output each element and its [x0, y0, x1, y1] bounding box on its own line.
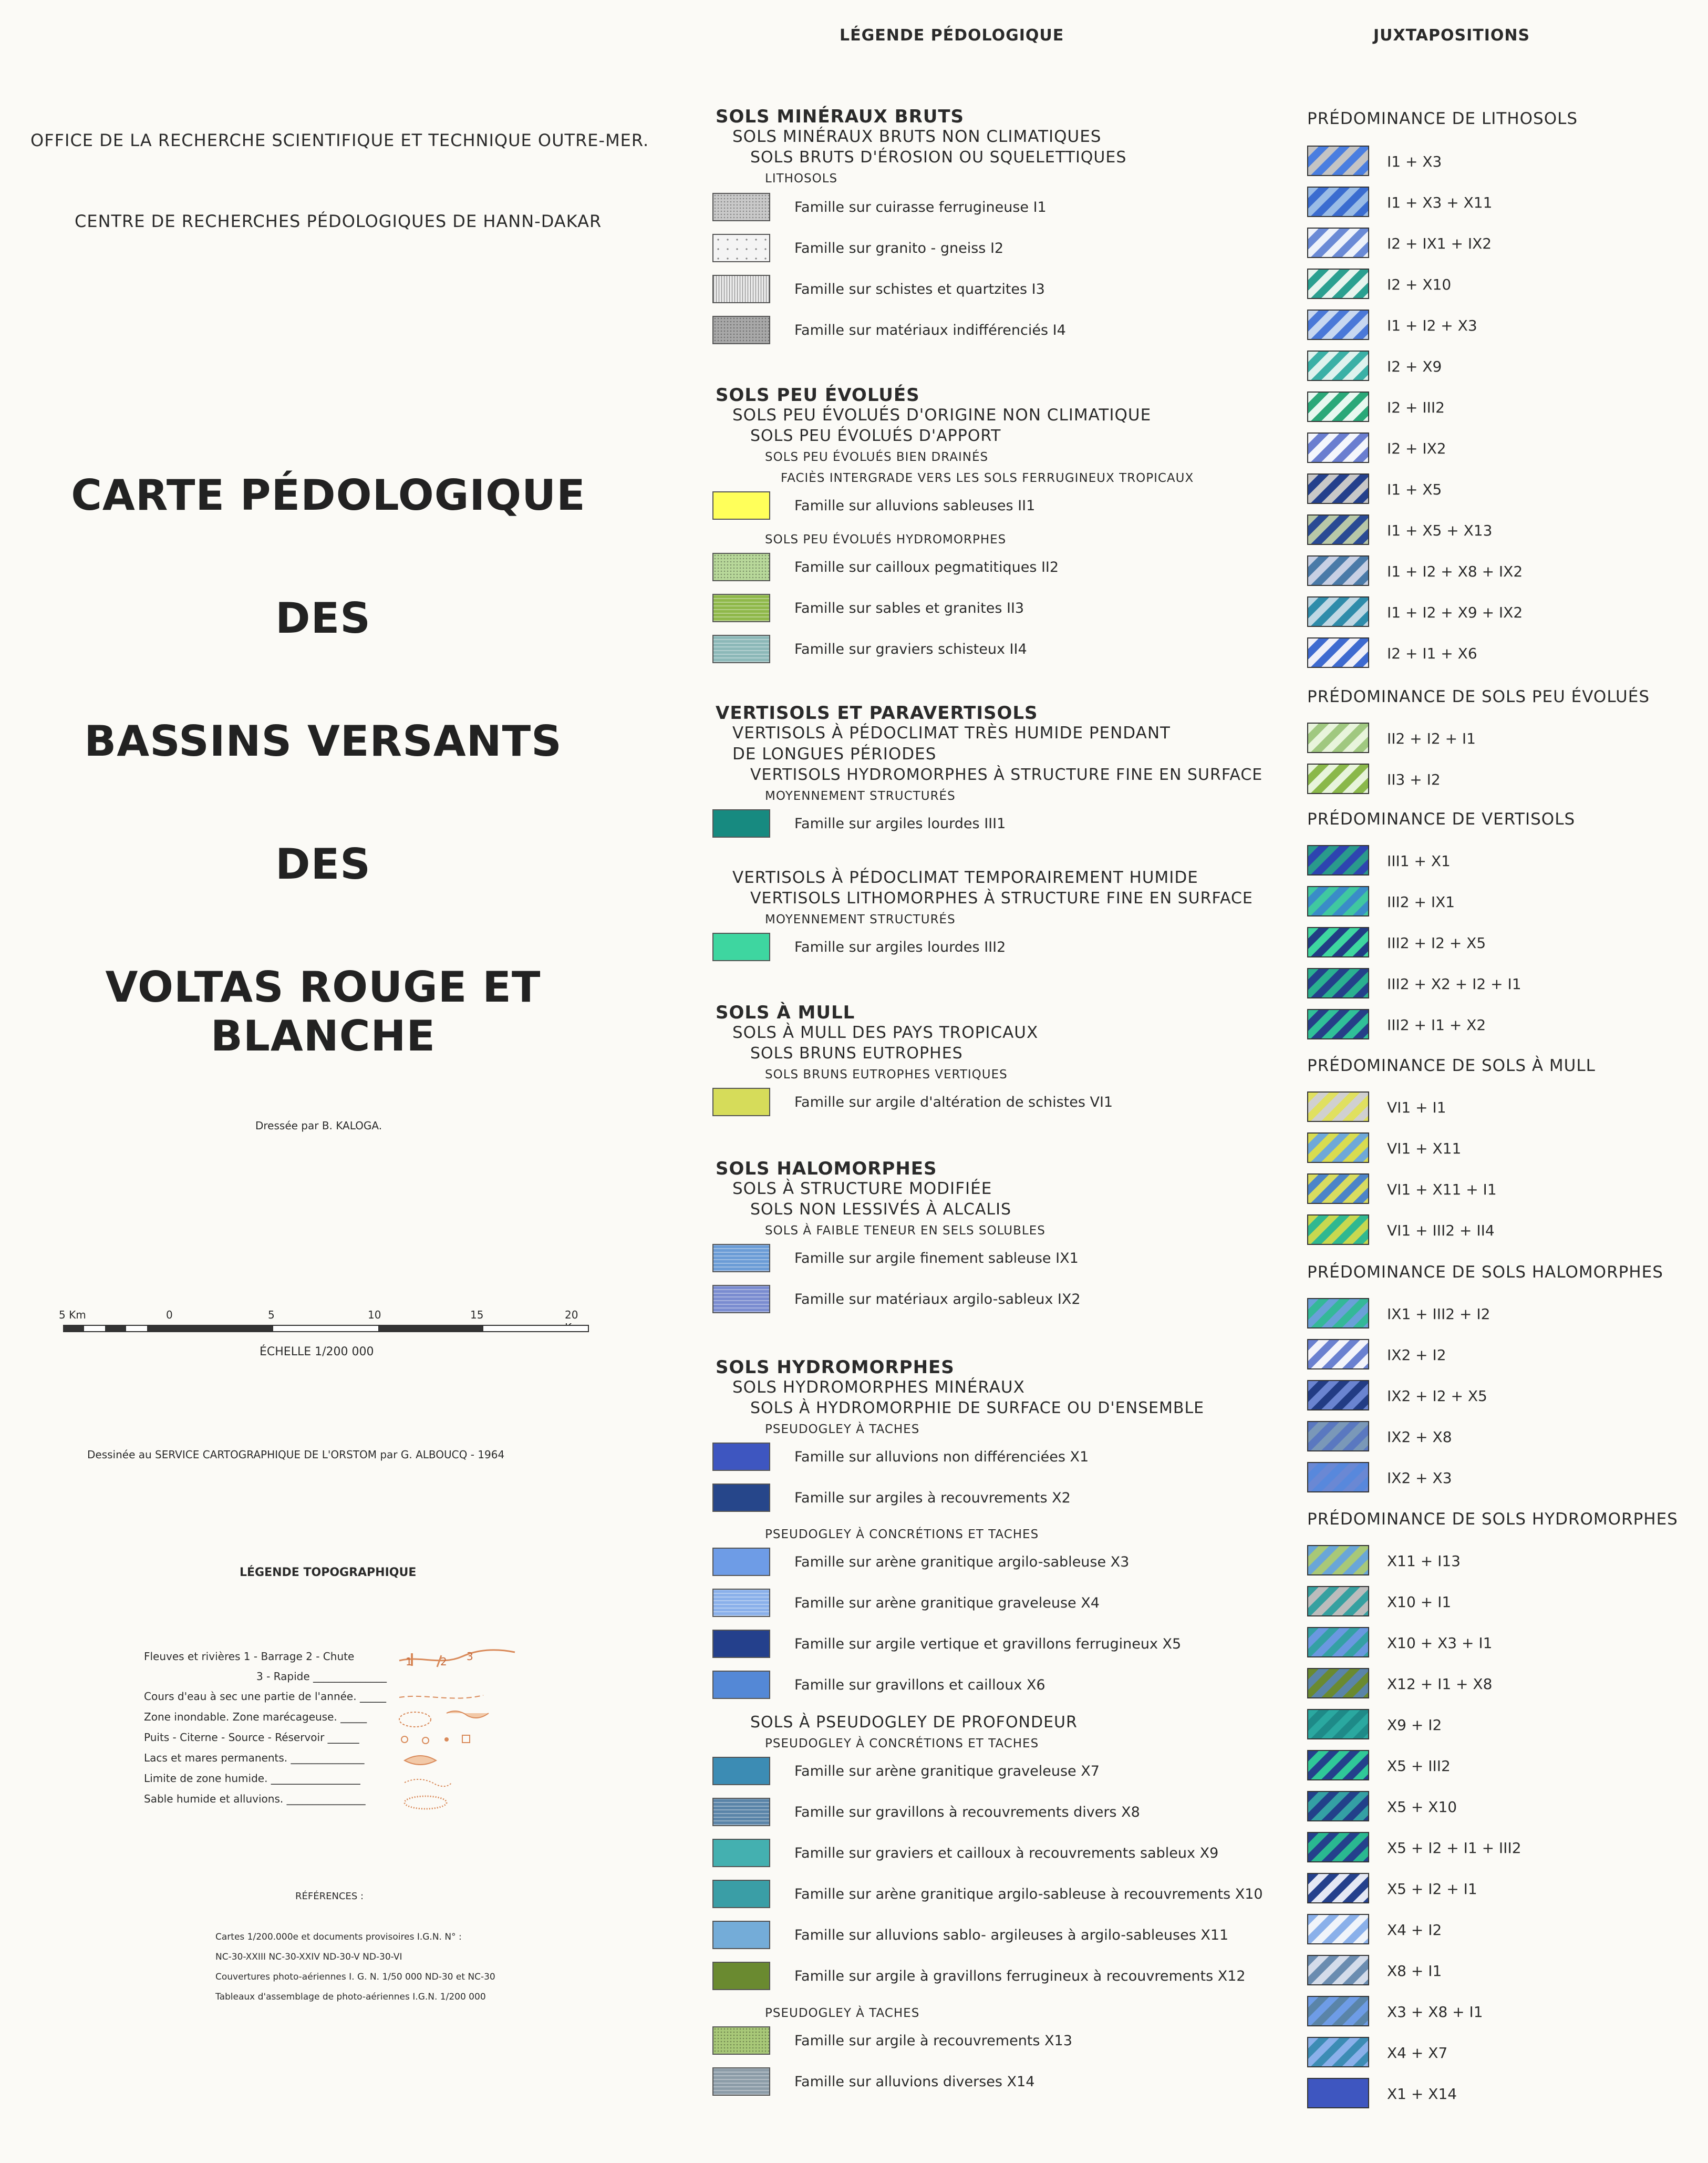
- juxtaposition-swatch: [1307, 723, 1369, 753]
- juxtaposition-swatch: [1307, 1955, 1369, 1985]
- topo-symbols: [389, 1645, 525, 1813]
- juxtaposition-label: I2 + III2: [1387, 399, 1445, 416]
- legend-swatch: [712, 193, 770, 221]
- legend-label: Famille sur granito - gneiss I2: [794, 240, 1004, 256]
- juxtaposition-heading: PRÉDOMINANCE DE SOLS PEU ÉVOLUÉS: [1307, 687, 1650, 706]
- juxtaposition-swatch: [1307, 432, 1369, 463]
- reference-line: Couvertures photo-aériennes I. G. N. 1/50 000 ND-30 et NC-30: [215, 1972, 495, 1982]
- juxtaposition-swatch: [1307, 1091, 1369, 1122]
- juxtaposition-label: VI1 + I1: [1387, 1099, 1446, 1116]
- legend-label: Famille sur cuirasse ferrugineuse I1: [794, 199, 1047, 215]
- juxtaposition-swatch: [1307, 1214, 1369, 1245]
- legend-heading: SOLS PEU ÉVOLUÉS D'APPORT: [750, 427, 1001, 445]
- juxtaposition-label: X4 + I2: [1387, 1921, 1442, 1939]
- juxtaposition-swatch: [1307, 968, 1369, 998]
- legend-heading: SOLS À FAIBLE TENEUR EN SELS SOLUBLES: [765, 1224, 1045, 1238]
- legend-swatch: [712, 1589, 770, 1617]
- juxtaposition-label: I1 + X5: [1387, 481, 1442, 498]
- references-title: RÉFÉRENCES :: [295, 1891, 364, 1902]
- scale-tick-label: 0: [166, 1309, 173, 1321]
- legend-heading: SOLS À MULL DES PAYS TROPICAUX: [732, 1023, 1039, 1042]
- legend-heading: PSEUDOGLEY À TACHES: [765, 1423, 920, 1436]
- legend-swatch: [712, 491, 770, 520]
- legend-label: Famille sur argiles lourdes III1: [794, 816, 1006, 832]
- legend-label: Famille sur argiles lourdes III2: [794, 939, 1006, 955]
- legend-label: Famille sur arène granitique graveleuse X4: [794, 1595, 1100, 1611]
- legend-swatch: [712, 316, 770, 344]
- juxtaposition-label: I2 + IX2: [1387, 440, 1446, 457]
- legend-swatch: [712, 1962, 770, 1990]
- legend-heading: VERTISOLS À PÉDOCLIMAT TEMPORAIREMENT HUMIDE: [732, 868, 1198, 887]
- juxtaposition-label: I2 + I1 + X6: [1387, 645, 1477, 662]
- juxtaposition-swatch: [1307, 1791, 1369, 1821]
- juxtaposition-swatch: [1307, 310, 1369, 340]
- juxtaposition-label: I1 + I2 + X8 + IX2: [1387, 563, 1523, 580]
- juxtaposition-label: X5 + I2 + I1: [1387, 1880, 1477, 1898]
- legend-label: Famille sur gravillons à recouvrements divers X8: [794, 1804, 1140, 1820]
- legend-heading: SOLS HYDROMORPHES: [716, 1357, 955, 1378]
- juxtaposition-label: X5 + III2: [1387, 1757, 1451, 1775]
- juxtaposition-swatch: [1307, 1298, 1369, 1328]
- juxtaposition-swatch: [1307, 146, 1369, 176]
- topo-item: Lacs et mares permanents. ______________: [144, 1752, 365, 1764]
- legend-heading: MOYENNEMENT STRUCTURÉS: [765, 913, 956, 926]
- legend-heading: SOLS MINÉRAUX BRUTS NON CLIMATIQUES: [732, 127, 1102, 146]
- juxtaposition-swatch: [1307, 228, 1369, 258]
- legend-heading: VERTISOLS À PÉDOCLIMAT TRÈS HUMIDE PENDANT: [732, 724, 1171, 743]
- legend-label: Famille sur gravillons et cailloux X6: [794, 1677, 1045, 1693]
- legend-label: Famille sur alluvions non différenciées X1: [794, 1449, 1089, 1465]
- juxtaposition-swatch: [1307, 514, 1369, 545]
- legend-label: Famille sur argile à recouvrements X13: [794, 2033, 1072, 2049]
- legend-swatch: [712, 1484, 770, 1512]
- juxtaposition-label: X1 + X14: [1387, 2085, 1457, 2103]
- title-line-5: VOLTAS ROUGE ET BLANCHE: [105, 963, 541, 1060]
- juxtaposition-label: X3 + X8 + I1: [1387, 2003, 1483, 2021]
- legend-label: Famille sur argile vertique et gravillons ferrugineux X5: [794, 1636, 1182, 1652]
- juxtaposition-label: I2 + IX1 + IX2: [1387, 235, 1492, 252]
- juxtaposition-label: IX2 + X3: [1387, 1469, 1452, 1487]
- juxtaposition-swatch: [1307, 845, 1369, 876]
- legend-heading: SOLS HYDROMORPHES MINÉRAUX: [732, 1378, 1025, 1397]
- legend-swatch: [712, 1548, 770, 1576]
- juxtaposition-label: III1 + X1: [1387, 852, 1451, 870]
- juxtaposition-swatch: [1307, 927, 1369, 957]
- juxtaposition-swatch: [1307, 1339, 1369, 1369]
- juxtaposition-swatch: [1307, 1668, 1369, 1698]
- juxtaposition-label: X5 + X10: [1387, 1798, 1457, 1816]
- topo-item: Cours d'eau à sec une partie de l'année. _____: [144, 1690, 386, 1703]
- juxtaposition-swatch: [1307, 1380, 1369, 1410]
- legend-heading: SOLS À HYDROMORPHIE DE SURFACE OU D'ENSEMBLE: [750, 1399, 1205, 1417]
- juxtaposition-swatch: [1307, 1914, 1369, 1944]
- topo-item: Fleuves et rivières 1 - Barrage 2 - Chute: [144, 1650, 355, 1663]
- legend-heading: SOLS NON LESSIVÉS À ALCALIS: [750, 1200, 1012, 1219]
- legend-label: Famille sur schistes et quartzites I3: [794, 281, 1045, 297]
- scale-tick-label: 20: [565, 1309, 578, 1321]
- juxtaposition-swatch: [1307, 1750, 1369, 1780]
- juxtaposition-label: VI1 + X11 + I1: [1387, 1181, 1497, 1198]
- juxtaposition-label: IX2 + I2: [1387, 1346, 1446, 1364]
- juxtaposition-swatch: [1307, 2078, 1369, 2108]
- juxtaposition-label: X9 + I2: [1387, 1716, 1442, 1734]
- legend-heading: FACIÈS INTERGRADE VERS LES SOLS FERRUGINEUX TROPICAUX: [781, 471, 1194, 485]
- legend-heading: PSEUDOGLEY À CONCRÉTIONS ET TACHES: [765, 1528, 1039, 1541]
- reference-line: Tableaux d'assemblage de photo-aériennes I.G.N. 1/200 000: [215, 1992, 486, 2002]
- legend-heading: DE LONGUES PÉRIODES: [732, 745, 937, 764]
- title-line-2: DES: [275, 594, 371, 643]
- legend-swatch: [712, 1088, 770, 1116]
- scale-tick-label: 5: [268, 1309, 275, 1321]
- legend-heading: SOLS HALOMORPHES: [716, 1158, 937, 1179]
- juxtaposition-label: X10 + I1: [1387, 1593, 1452, 1611]
- topo-legend-title: LÉGENDE TOPOGRAPHIQUE: [240, 1566, 417, 1579]
- legend-heading: SOLS À MULL: [716, 1002, 855, 1023]
- scale-bar-graphic: [63, 1324, 594, 1335]
- juxtaposition-swatch: [1307, 1132, 1369, 1163]
- legend-heading: SOLS PEU ÉVOLUÉS HYDROMORPHES: [765, 533, 1007, 547]
- scale-tick-label: 15: [470, 1309, 484, 1321]
- legend-heading: MOYENNEMENT STRUCTURÉS: [765, 789, 956, 803]
- juxtaposition-label: VI1 + III2 + II4: [1387, 1222, 1495, 1239]
- juxtaposition-swatch: [1307, 764, 1369, 794]
- legend-swatch: [712, 1757, 770, 1785]
- legend-heading: PSEUDOGLEY À CONCRÉTIONS ET TACHES: [765, 1737, 1039, 1750]
- reference-line: Cartes 1/200.000e et documents provisoires I.G.N. N° :: [215, 1932, 462, 1942]
- legend-label: Famille sur argile d'altération de schistes VI1: [794, 1094, 1113, 1110]
- juxtaposition-label: II2 + I2 + I1: [1387, 730, 1476, 747]
- juxtaposition-swatch: [1307, 1421, 1369, 1451]
- juxtaposition-swatch: [1307, 1832, 1369, 1862]
- juxtaposition-label: X10 + X3 + I1: [1387, 1634, 1493, 1652]
- legend-swatch: [712, 1443, 770, 1471]
- juxtaposition-label: II3 + I2: [1387, 771, 1441, 788]
- scale-tick-label: 5 Km: [59, 1309, 86, 1321]
- juxtaposition-heading: PRÉDOMINANCE DE VERTISOLS: [1307, 810, 1576, 829]
- scale-bar: [59, 1309, 594, 1340]
- juxtaposition-label: IX2 + I2 + X5: [1387, 1387, 1487, 1405]
- topo-item: Limite de zone humide. _________________: [144, 1772, 360, 1785]
- scale-label: ÉCHELLE 1/200 000: [260, 1345, 374, 1358]
- legend-label: Famille sur cailloux pegmatitiques II2: [794, 559, 1059, 575]
- legend-heading: VERTISOLS ET PARAVERTISOLS: [716, 703, 1038, 724]
- juxtaposition-label: III2 + I2 + X5: [1387, 934, 1486, 952]
- juxtaposition-swatch: [1307, 1545, 1369, 1575]
- legend-label: Famille sur arène granitique argilo-sableuse à recouvrements X10: [794, 1886, 1263, 1902]
- legend-label: Famille sur argiles à recouvrements X2: [794, 1490, 1071, 1506]
- juxtaposition-label: I1 + X3: [1387, 153, 1442, 170]
- title-line-1: CARTE PÉDOLOGIQUE: [71, 471, 586, 520]
- juxtaposition-label: X4 + X7: [1387, 2044, 1448, 2062]
- juxtaposition-label: I2 + X10: [1387, 276, 1452, 293]
- juxtaposition-swatch: [1307, 1462, 1369, 1492]
- legend-swatch: [712, 594, 770, 622]
- legend-label: Famille sur alluvions diverses X14: [794, 2074, 1035, 2090]
- juxtaposition-heading: PRÉDOMINANCE DE SOLS HALOMORPHES: [1307, 1263, 1663, 1282]
- juxtaposition-label: X11 + I13: [1387, 1552, 1461, 1570]
- legend-heading: SOLS PEU ÉVOLUÉS: [716, 385, 920, 406]
- centre-heading: CENTRE DE RECHERCHES PÉDOLOGIQUES DE HANN-DAKAR: [75, 211, 602, 231]
- title-line-4: DES: [275, 840, 371, 889]
- juxtaposition-label: X5 + I2 + I1 + III2: [1387, 1839, 1521, 1857]
- juxtaposition-label: IX1 + III2 + I2: [1387, 1305, 1490, 1323]
- juxtaposition-label: I2 + X9: [1387, 358, 1442, 375]
- juxtaposition-label: I1 + I2 + X3: [1387, 317, 1477, 334]
- juxtaposition-heading: PRÉDOMINANCE DE LITHOSOLS: [1307, 109, 1578, 128]
- juxtaposition-swatch: [1307, 1709, 1369, 1739]
- topo-item: Zone inondable. Zone marécageuse. _____: [144, 1711, 367, 1723]
- legend-swatch: [712, 1285, 770, 1313]
- legend-label: Famille sur graviers et cailloux à recouvrements sableux X9: [794, 1845, 1219, 1861]
- dressee-credit: Dressée par B. KALOGA.: [255, 1119, 382, 1132]
- juxtaposition-swatch: [1307, 2037, 1369, 2067]
- legend-swatch: [712, 553, 770, 581]
- legend-swatch: [712, 1630, 770, 1658]
- juxtaposition-label: III2 + X2 + I2 + I1: [1387, 975, 1521, 993]
- juxtaposition-label: I1 + X3 + X11: [1387, 194, 1493, 211]
- legend-swatch: [712, 1839, 770, 1867]
- legend-heading: VERTISOLS LITHOMORPHES À STRUCTURE FINE EN SURFACE: [750, 889, 1253, 908]
- juxtaposition-swatch: [1307, 1996, 1369, 2026]
- juxtaposition-label: I1 + I2 + X9 + IX2: [1387, 604, 1523, 621]
- legend-heading: SOLS BRUNS EUTROPHES VERTIQUES: [765, 1068, 1008, 1082]
- legend-swatch: [712, 1921, 770, 1949]
- juxtaposition-swatch: [1307, 269, 1369, 299]
- topo-item: 3 - Rapide ______________: [256, 1670, 387, 1683]
- legend-title: LÉGENDE PÉDOLOGIQUE: [840, 26, 1064, 45]
- juxtaposition-label: X8 + I1: [1387, 1962, 1442, 1980]
- legend-swatch: [712, 1798, 770, 1826]
- legend-heading: VERTISOLS HYDROMORPHES À STRUCTURE FINE EN SURFACE: [750, 766, 1263, 784]
- juxtaposition-label: I1 + X5 + X13: [1387, 522, 1493, 539]
- juxtaposition-swatch: [1307, 555, 1369, 586]
- juxtaposition-swatch: [1307, 473, 1369, 504]
- legend-swatch: [712, 1244, 770, 1272]
- legend-swatch: [712, 1880, 770, 1908]
- topo-item: Puits - Citerne - Source - Réservoir ______: [144, 1731, 359, 1744]
- juxtaposition-swatch: [1307, 1873, 1369, 1903]
- legend-label: Famille sur matériaux indifférenciés I4: [794, 322, 1066, 338]
- juxtaposition-swatch: [1307, 596, 1369, 627]
- juxtaposition-swatch: [1307, 637, 1369, 668]
- legend-swatch: [712, 809, 770, 838]
- juxtaposition-swatch: [1307, 886, 1369, 916]
- legend-label: Famille sur arène granitique graveleuse X7: [794, 1763, 1100, 1779]
- legend-label: Famille sur arène granitique argilo-sableuse X3: [794, 1554, 1130, 1570]
- dessinee-credit: Dessinée au SERVICE CARTOGRAPHIQUE DE L'ORSTOM par G. ALBOUCQ - 1964: [87, 1448, 505, 1461]
- reference-line: NC-30-XXIII NC-30-XXIV ND-30-V ND-30-VI: [215, 1952, 402, 1962]
- topo-number: 2: [440, 1655, 447, 1668]
- juxtaposition-label: VI1 + X11: [1387, 1140, 1462, 1157]
- legend-heading: SOLS BRUTS D'ÉROSION OU SQUELETTIQUES: [750, 148, 1127, 167]
- legend-swatch: [712, 1671, 770, 1699]
- juxtaposition-swatch: [1307, 1173, 1369, 1204]
- juxtaposition-heading: PRÉDOMINANCE DE SOLS À MULL: [1307, 1056, 1596, 1075]
- legend-heading: SOLS BRUNS EUTROPHES: [750, 1044, 963, 1063]
- legend-swatch: [712, 2067, 770, 2096]
- juxtaposition-heading: PRÉDOMINANCE DE SOLS HYDROMORPHES: [1307, 1510, 1678, 1529]
- legend-heading: SOLS À STRUCTURE MODIFIÉE: [732, 1179, 992, 1198]
- juxtaposition-label: III2 + IX1: [1387, 893, 1455, 911]
- topo-number: 1: [406, 1655, 412, 1668]
- legend-label: Famille sur argile à gravillons ferrugineux à recouvrements X12: [794, 1968, 1246, 1984]
- legend-swatch: [712, 635, 770, 663]
- legend-heading: SOLS PEU ÉVOLUÉS D'ORIGINE NON CLIMATIQUE: [732, 406, 1152, 425]
- legend-swatch: [712, 933, 770, 961]
- legend-heading: LITHOSOLS: [765, 172, 838, 186]
- legend-label: Famille sur sables et granites II3: [794, 600, 1024, 616]
- juxtaposition-swatch: [1307, 351, 1369, 381]
- juxtapositions-title: JUXTAPOSITIONS: [1373, 26, 1530, 45]
- scale-tick-label: 10: [368, 1309, 381, 1321]
- juxtaposition-label: X12 + I1 + X8: [1387, 1675, 1493, 1693]
- legend-label: Famille sur alluvions sableuses II1: [794, 498, 1036, 514]
- legend-heading: SOLS PEU ÉVOLUÉS BIEN DRAINÉS: [765, 450, 989, 464]
- legend-label: Famille sur graviers schisteux II4: [794, 641, 1027, 657]
- topo-number: 3: [467, 1650, 473, 1663]
- legend-swatch: [712, 234, 770, 262]
- title-line-3: BASSINS VERSANTS: [84, 717, 562, 766]
- juxtaposition-swatch: [1307, 187, 1369, 217]
- legend-label: Famille sur matériaux argilo-sableux IX2: [794, 1291, 1081, 1307]
- legend-label: Famille sur argile finement sableuse IX1: [794, 1250, 1079, 1266]
- legend-heading: SOLS À PSEUDOGLEY DE PROFONDEUR: [750, 1713, 1078, 1732]
- legend-swatch: [712, 275, 770, 303]
- legend-label: Famille sur alluvions sablo- argileuses à argilo-sableuses X11: [794, 1927, 1229, 1943]
- topo-item: Sable humide et alluvions. _______________: [144, 1793, 366, 1805]
- juxtaposition-swatch: [1307, 1586, 1369, 1616]
- juxtaposition-label: III2 + I1 + X2: [1387, 1016, 1486, 1034]
- legend-heading: PSEUDOGLEY À TACHES: [765, 2006, 920, 2020]
- juxtaposition-label: IX2 + X8: [1387, 1428, 1452, 1446]
- juxtaposition-swatch: [1307, 1627, 1369, 1657]
- juxtaposition-swatch: [1307, 1009, 1369, 1039]
- legend-swatch: [712, 2026, 770, 2055]
- office-heading: OFFICE DE LA RECHERCHE SCIENTIFIQUE ET TECHNIQUE OUTRE-MER.: [30, 130, 649, 150]
- legend-heading: SOLS MINÉRAUX BRUTS: [716, 106, 965, 127]
- juxtaposition-swatch: [1307, 392, 1369, 422]
